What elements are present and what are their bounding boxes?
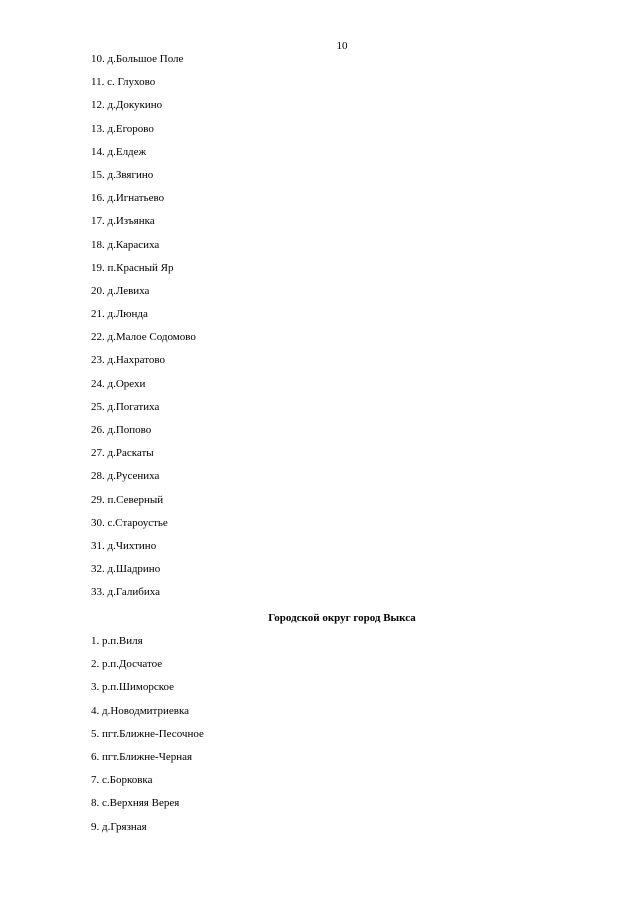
list-item: 4. д.Новодмитриевка xyxy=(91,704,190,717)
list-item: 31. д.Чихтино xyxy=(91,539,157,552)
list-item: 12. д.Докукино xyxy=(91,99,163,112)
list-item: 26. д.Попово xyxy=(91,424,152,436)
list-item: 19. п.Красный Яр xyxy=(91,261,174,274)
list-item: 15. д.Звягино xyxy=(91,168,154,181)
list-item: 23. д.Нахратово xyxy=(91,354,166,367)
list-item: 8. с.Верхняя Верея xyxy=(91,797,180,810)
list-item: 20. д.Левиха xyxy=(91,284,150,297)
list-item: 25. д.Погатиха xyxy=(91,400,160,413)
list-item: 1. р.п.Виля xyxy=(91,635,143,647)
list-item: 7. с.Борковка xyxy=(91,774,153,787)
list-item: 24. д.Орехи xyxy=(91,377,146,390)
list-item: 28. д.Русениха xyxy=(91,470,160,483)
list-item: 18. д.Карасиха xyxy=(91,238,160,251)
list-item: 9. д.Грязная xyxy=(91,820,147,833)
page-number: 10 xyxy=(336,40,348,52)
list-item: 3. р.п.Шиморское xyxy=(91,681,175,694)
list-item: 11. с. Глухово xyxy=(91,76,156,89)
list-item: 33. д.Галибиха xyxy=(91,586,161,599)
list-item: 13. д.Егорово xyxy=(91,122,154,135)
list-item: 22. д.Малое Содомово xyxy=(91,331,196,344)
list-item: 21. д.Люнда xyxy=(91,308,148,321)
settlement-list-section xyxy=(91,635,204,844)
list-item: 32. д.Шадрино xyxy=(91,563,161,576)
settlement-list-continued xyxy=(91,53,196,610)
list-item: 27. д.Раскаты xyxy=(91,447,154,460)
section-heading: Городской округ город Выкса xyxy=(268,612,416,624)
list-item: 16. д.Игнатьево xyxy=(91,192,165,205)
list-item: 10. д.Большое Поле xyxy=(91,53,184,65)
list-item: 6. пгт.Ближне-Черная xyxy=(91,750,193,763)
list-item: 17. д.Изъянка xyxy=(91,215,155,228)
list-item: 30. с.Староустье xyxy=(91,516,168,529)
list-item: 29. п.Северный xyxy=(91,493,164,506)
list-item: 14. д.Елдеж xyxy=(91,145,147,158)
list-item: 5. пгт.Ближне-Песочное xyxy=(91,727,204,740)
list-item: 2. р.п.Досчатое xyxy=(91,658,163,671)
